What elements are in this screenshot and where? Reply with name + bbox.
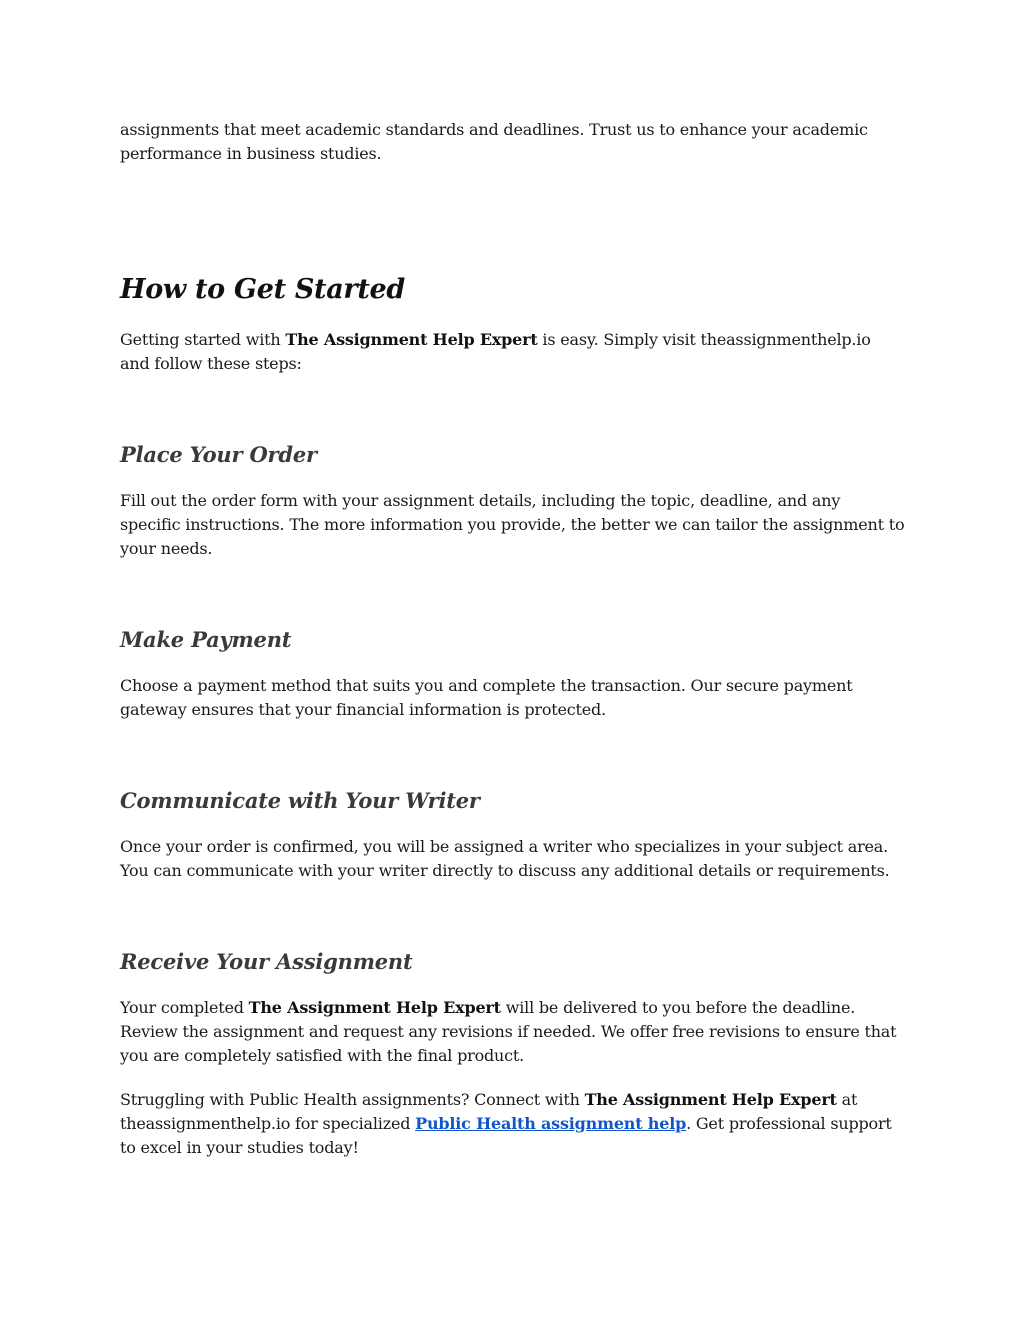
- receive-paragraph: [120, 996, 905, 1068]
- make-payment-heading: Make Payment: [120, 627, 292, 652]
- receive-text-before: Your completed: [120, 998, 249, 1017]
- closing-text-before: Struggling with Public Health assignments? Connect with: [120, 1090, 585, 1109]
- brand-name: The Assignment Help Expert: [584, 1090, 837, 1109]
- brand-name: The Assignment Help Expert: [285, 330, 538, 349]
- make-payment-paragraph: Choose a payment method that suits you and complete the transaction. Our secure payment gateway ensures that your financial information is protected.: [120, 676, 853, 719]
- public-health-help-link[interactable]: Public Health assignment help: [415, 1114, 687, 1133]
- receive-heading: Receive Your Assignment: [120, 949, 413, 974]
- get-started-paragraph: [120, 328, 905, 376]
- closing-text-mid: at theassignmenthelp.io for specialized: [120, 1090, 858, 1133]
- brand-name: The Assignment Help Expert: [248, 998, 501, 1017]
- how-to-get-started-heading: How to Get Started: [120, 274, 405, 305]
- place-order-paragraph: Fill out the order form with your assignment details, including the topic, deadline, and any specific instructions. The more information you provide, the better we can tailor the assignment to your needs.: [120, 491, 905, 558]
- closing-text-after: . Get professional support to excel in your studies today!: [120, 1114, 892, 1157]
- closing-paragraph: [120, 1088, 905, 1160]
- communicate-paragraph: Once your order is confirmed, you will be assigned a writer who specializes in your subject area. You can communicate with your writer directly to discuss any additional details or requirements.: [120, 837, 890, 880]
- receive-text-after: will be delivered to you before the deadline. Review the assignment and request any revisions if needed. We offer free revisions to ensure that you are completely satisfied with the final product.: [120, 998, 897, 1065]
- place-order-heading: Place Your Order: [120, 442, 317, 467]
- get-started-text-after: is easy. Simply visit theassignmenthelp.io and follow these steps:: [120, 330, 871, 373]
- intro-paragraph: assignments that meet academic standards and deadlines. Trust us to enhance your academic performance in business studies.: [120, 120, 868, 163]
- document-page: [120, 118, 905, 1160]
- get-started-text-before: Getting started with: [120, 330, 286, 349]
- communicate-heading: Communicate with Your Writer: [120, 788, 480, 813]
